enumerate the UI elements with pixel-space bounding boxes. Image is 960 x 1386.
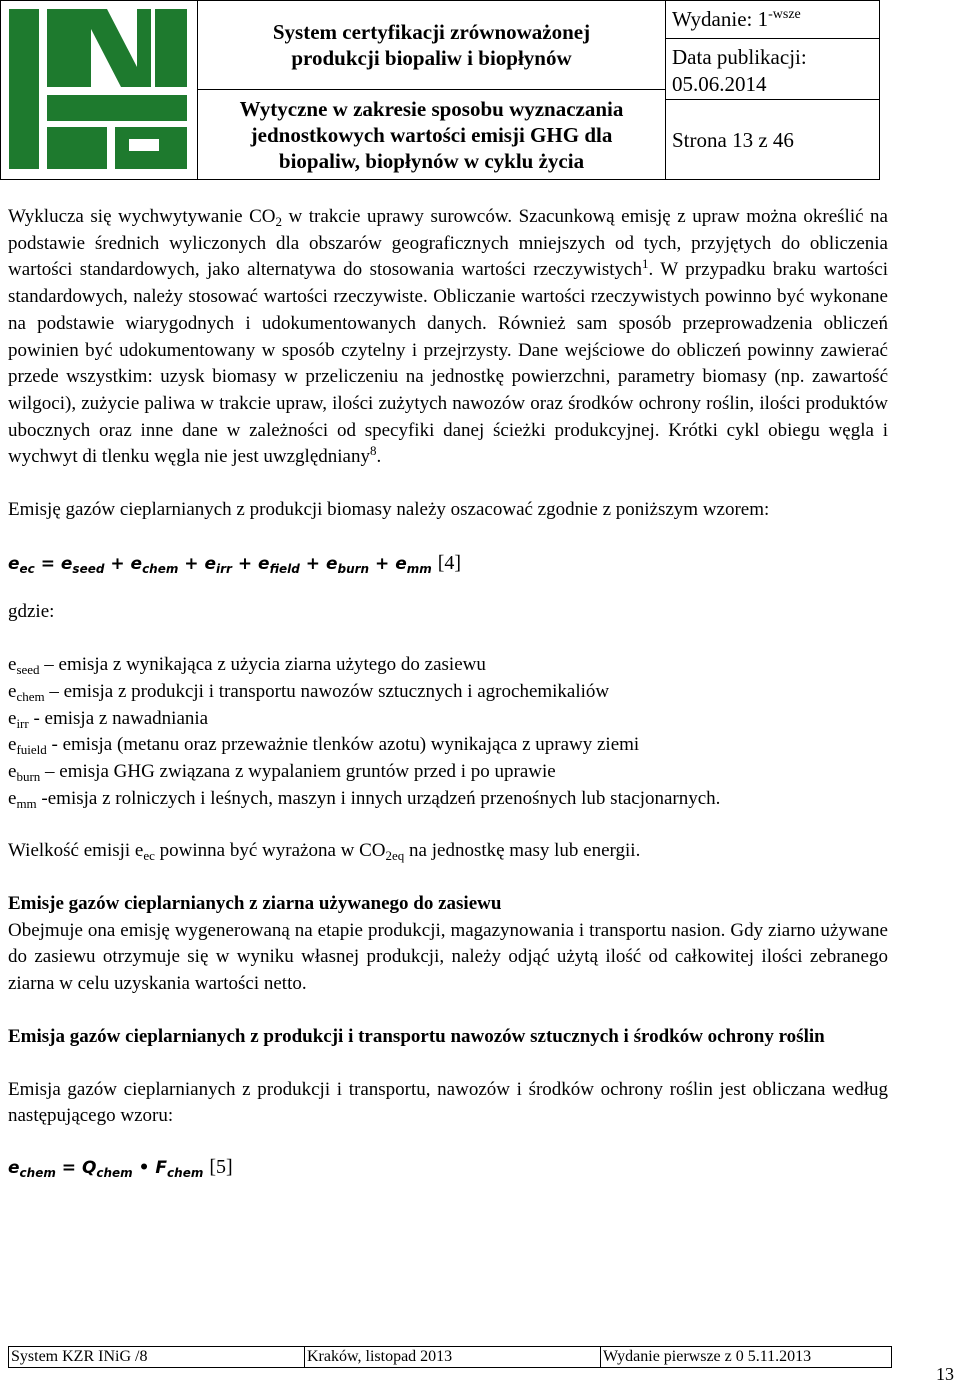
def-seed-sub: seed xyxy=(16,662,40,678)
def-burn-sub: burn xyxy=(16,768,41,784)
def-chem-sub: chem xyxy=(16,688,45,704)
def-field xyxy=(8,732,888,759)
def-mm-e: e xyxy=(8,787,17,809)
f1-e6: e xyxy=(395,553,407,574)
page-cell xyxy=(666,101,879,179)
paragraph-5: Emisja gazów cieplarnianych z produkcji i transportu, nawozów i środków ochrony roślin jest obliczana według następującego wzoru: xyxy=(8,1078,888,1127)
f1-e0: e xyxy=(8,553,20,574)
footer-edition: Wydanie pierwsze z 0 5.11.2013 xyxy=(603,1348,812,1365)
header-title-top-cell xyxy=(198,1,665,90)
def-mm-sub: mm xyxy=(16,795,37,811)
def-irr-e: e xyxy=(8,707,17,729)
publication-date: 05.06.2014 xyxy=(672,72,767,96)
f1-sub-chem: chem xyxy=(142,561,179,576)
def-chem xyxy=(8,679,888,706)
header-title-bottom-cell xyxy=(198,90,665,179)
f1-e5: e xyxy=(325,553,338,574)
f2-sub-q: chem xyxy=(96,1165,133,1180)
p3-text-b: powinna być wyrażona w CO xyxy=(154,840,386,862)
p1-text-b: w trakcie uprawy surowców. Szacunkową emisję z upraw można określić na podstawie średnich wyliczonych dla obszarów geograficznych mniejszych od tych, przyjętych do obliczenia wartości standardowych, jako alternatywa do stosowania wartości rzeczywistych xyxy=(8,206,888,281)
def-seed-e: e xyxy=(8,654,17,676)
p1-text-a: Wyklucza się wychwytywanie CO xyxy=(8,206,276,227)
def-seed-text: – emisja z wynikająca z użycia ziarna użytego do zasiewu xyxy=(39,654,486,676)
def-burn-text: – emisja GHG związana z wypalaniem gruntów przed i po uprawie xyxy=(40,760,556,782)
footer-system: System KZR INiG /8 xyxy=(9,1347,305,1367)
document-footer xyxy=(8,1346,892,1368)
header-title-cell xyxy=(198,1,666,179)
header-meta-cell xyxy=(666,1,879,179)
formula-4 xyxy=(8,550,888,578)
def-chem-e: e xyxy=(8,680,17,702)
edition-cell xyxy=(666,1,879,39)
f2-e: e xyxy=(8,1157,20,1178)
f2-q: Q xyxy=(81,1157,97,1178)
f2-eq: = xyxy=(55,1157,82,1178)
paragraph-1 xyxy=(8,204,888,471)
page-number: 13 xyxy=(936,1364,954,1384)
f1-plus2: + xyxy=(178,553,205,574)
inig-logo xyxy=(9,9,189,171)
document-body xyxy=(8,204,888,1182)
document-title: Wytyczne w zakresie sposobu wyznaczania jednostkowych wartości emisji GHG dla biopaliw, biopłynów w cyklu życia xyxy=(239,96,624,173)
def-field-text: - emisja (metanu oraz przeważnie tlenków azotu) wynikająca z uprawy ziemi xyxy=(46,734,640,756)
f1-plus4: + xyxy=(299,553,326,574)
p3-text-a: Wielkość emisji e xyxy=(8,840,144,862)
f1-eq: = xyxy=(34,553,61,574)
f2-f: F xyxy=(155,1157,168,1178)
p1-text-c: . W przypadku braku wartości standardowych, należy stosować wartości rzeczywiste. Obliczanie wartości rzeczywistych powinno być wykonane na podstawie wiarygodnych i udokumentowanych danych. Również sam sposób przeprowadzenia obliczeń powinien być udokumentowany w sposób czytelny i przejrzysty. Dane wejściowe do obliczeń powinny zawierać przede wszystkim: uzysk biomasy w przeliczeniu na jednostkę powierzchni, parametry biomasy (np. zawartość wilgoci), zużycie paliwa w trakcie upraw, ilości zużytych nawozów oraz środków ochrony roślin, ilości produktów ubocznych oraz inne dane w zależności od specyfiki danej ścieżki produkcyjnej. Krótki cykl obiegu węgla i wychwyt di tlenku węgla nie jest uwzględniany xyxy=(8,259,888,468)
f1-e1: e xyxy=(60,553,73,574)
def-burn xyxy=(8,759,888,786)
f1-plus5: + xyxy=(369,553,396,574)
f1-e2: e xyxy=(130,553,143,574)
f1-sub-ec: ec xyxy=(19,561,35,576)
p1-end: . xyxy=(376,446,382,468)
def-seed xyxy=(8,652,888,679)
gdzie-label: gdzie: xyxy=(8,601,55,623)
edition-sup: -wsze xyxy=(768,7,801,22)
def-irr-text: - emisja z nawadniania xyxy=(28,707,209,729)
definition-list xyxy=(8,652,888,812)
f1-sub-irr: irr xyxy=(216,561,232,576)
paragraph-3 xyxy=(8,838,888,865)
document-header xyxy=(0,0,880,180)
def-burn-e: e xyxy=(8,760,17,782)
def-mm-text: -emisja z rolniczych i leśnych, maszyn i innych urządzeń przenośnych lub stacjonarnych. xyxy=(36,787,721,809)
section-heading-seed: Emisje gazów cieplarnianych z ziarna używanego do zasiewu xyxy=(8,893,502,915)
f1-plus1: + xyxy=(104,553,131,574)
f1-sub-seed: seed xyxy=(72,561,105,576)
p3-sub-co2eq: 2eq xyxy=(385,848,405,864)
section-heading-fertilizers: Emisja gazów cieplarnianych z produkcji i transportu nawozów sztucznych i środków ochrony roślin xyxy=(8,1025,825,1047)
f1-plus3: + xyxy=(231,553,259,574)
publication-label: Data publikacji: xyxy=(672,45,807,69)
edition-label: Wydanie: 1 xyxy=(672,7,769,31)
formula-5 xyxy=(8,1154,888,1182)
publication-cell xyxy=(666,40,879,100)
paragraph-4: Obejmuje ona emisję wygenerowaną na etapie produkcji, magazynowania i transportu nasion. Gdy ziarno używane do zasiewu otrzymuje się w wyniku własnej produkcji, należy odjąć użytą ilość od całkowitej ilości zebranego ziarna w celu uzyskania wartości netto. xyxy=(8,919,888,995)
logo-cell xyxy=(1,1,198,179)
p3-text-c: na jednostkę masy lub energii. xyxy=(404,840,641,862)
system-title: System certyfikacji zrównoważonej produkcji biopaliw i biopłynów xyxy=(272,20,591,70)
paragraph-2: Emisję gazów cieplarnianych z produkcji biomasy należy oszacować zgodnie z poniższym wzorem: xyxy=(8,499,770,521)
f1-e3: e xyxy=(204,553,216,574)
def-field-e: e xyxy=(8,734,17,756)
formula-4-ref: [4] xyxy=(437,551,462,574)
footnote-ref-8: 8 xyxy=(369,443,377,459)
f2-sub-e: chem xyxy=(19,1165,56,1180)
footer-place-date: Kraków, listopad 2013 xyxy=(305,1347,601,1367)
f2-sub-f: chem xyxy=(167,1165,204,1180)
f1-sub-mm: mm xyxy=(406,561,432,576)
def-chem-text: – emisja z produkcji i transportu nawozów sztucznych i agrochemikaliów xyxy=(44,680,610,702)
f1-e4: e xyxy=(258,553,270,574)
formula-5-ref: [5] xyxy=(209,1155,233,1178)
def-irr xyxy=(8,706,888,733)
f1-sub-burn: burn xyxy=(337,561,370,576)
p3-sub-ec: ec xyxy=(143,848,155,864)
p1-sub: 2 xyxy=(275,214,282,229)
def-mm xyxy=(8,786,888,813)
page-label: Strona 13 z 46 xyxy=(672,127,794,152)
f2-dot: • xyxy=(132,1157,156,1178)
footnote-ref-1: 1 xyxy=(641,256,649,272)
def-irr-sub: irr xyxy=(16,715,29,731)
def-field-sub: fuield xyxy=(16,742,47,758)
f1-sub-field: field xyxy=(269,561,300,576)
